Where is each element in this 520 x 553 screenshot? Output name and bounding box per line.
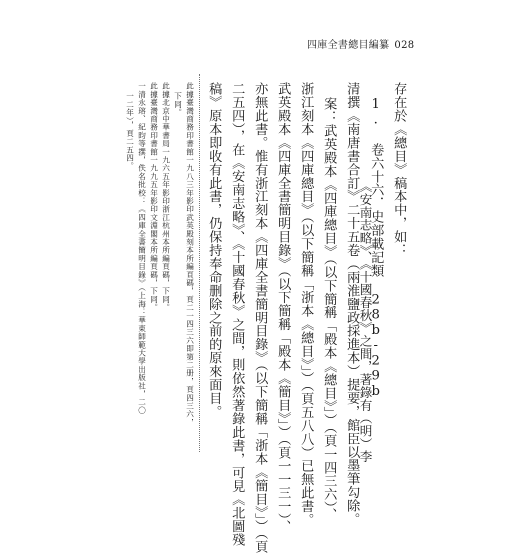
page-number: 028: [394, 40, 415, 51]
body-line-8: 二五四），在《安南志略》、《十國春秋》之間，則依然著錄此書，可見《北圖殘: [229, 82, 245, 547]
body-line-3: 清撰《南唐書合訂》二十五卷（兩淮鹽政採進本）提要，館臣以墨筆勾除。: [344, 82, 360, 526]
body-line-2: 1. 卷六十六．史部載記類 28b-29b: [368, 97, 384, 400]
body-line-6: 武英殿本《四庫全書簡明目錄》（以下簡稱「殿本《簡目》」）（頁一一三一）、: [275, 82, 291, 534]
body-inline-overlay: 《安南志略》、《十國春秋》之間，著錄有（明）李: [357, 180, 373, 463]
footnote-line-3: 此據北京中華書局一九六五年影印浙江杭州本所編頁碼，下同。: [161, 82, 171, 312]
body-line-5: 浙江刻本《四庫總目》（以下簡稱「浙本《總目》」）（頁五八八）已無此書。: [298, 82, 314, 527]
body-line-7: 亦無此書。惟有浙江刻本《四庫全書簡明目錄》（以下簡稱「浙本《簡目》」）（頁: [252, 82, 268, 553]
footnote-line-2: 下同。: [173, 92, 183, 117]
body-line-9: 稿》原本即收有此書，仍保持奉命删除之前的原來面目。: [206, 82, 222, 419]
footnote-rule: [199, 74, 201, 452]
running-head: [307, 36, 414, 51]
footnote-line-4: 此據臺灣商務印書館一九九五年影印文淵閣本所編頁碼，下同。: [149, 82, 159, 312]
footnote-line-1: 此據臺灣商務印書館一九八三年影印武英殿刻本所編頁碼，頁二一四三六即第二册，頁四三六，: [185, 82, 195, 427]
body-line-1: 存在於《總目》稿本中，如：: [391, 82, 407, 257]
body-line-4: 案：武英殿本《四庫總目》（以下簡稱「殿本《總目》」）（頁一四三六）、: [321, 97, 337, 522]
footnote-line-6: 一二年），頁二五四。: [125, 92, 135, 171]
book-title: 四庫全書總目編纂: [307, 40, 390, 51]
footnote-line-5: 一清永瑢、紀昀等撰，佚名批校：《四庫全書簡明目錄》（上海：華東師範大學出版社，二〇: [137, 82, 147, 415]
